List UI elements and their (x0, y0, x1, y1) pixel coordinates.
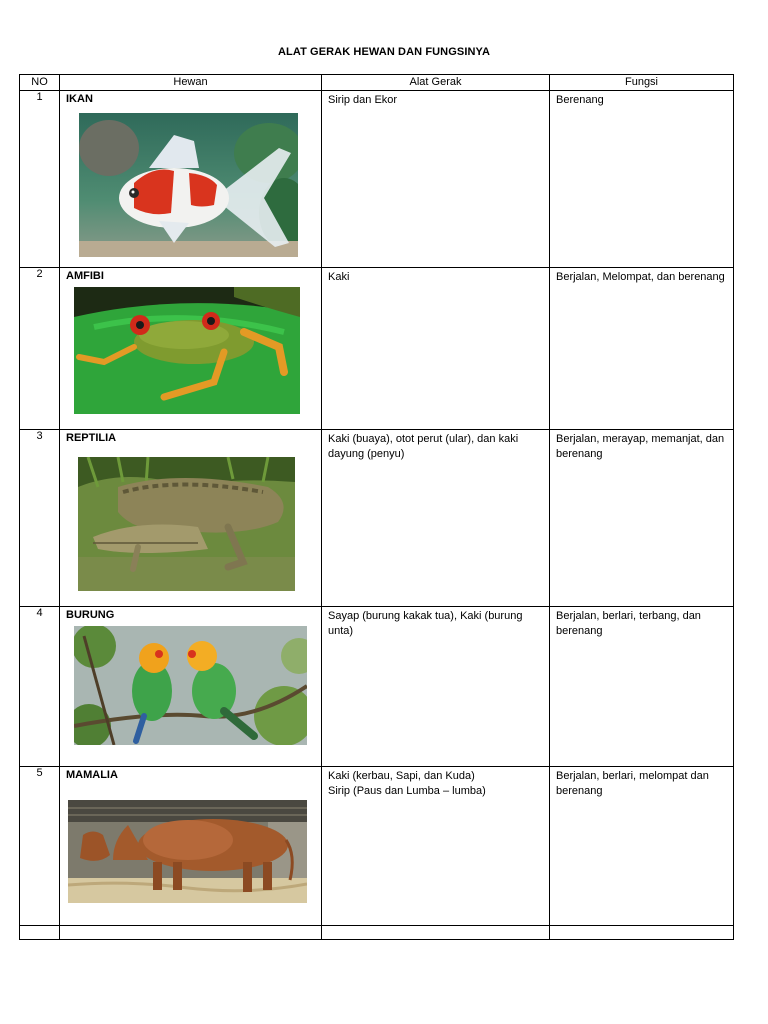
alat-gerak-text: Kaki (buaya), otot perut (ular), dan kaki dayung (penyu) (328, 433, 519, 460)
lovebirds-photo (74, 626, 307, 745)
fungsi-cell (550, 268, 734, 430)
alat-gerak-cell (322, 430, 550, 607)
row-number: 1 (20, 91, 60, 268)
fungsi-text: Berjalan, Melompat, dan berenang (556, 271, 725, 283)
crocodile-photo (78, 457, 295, 591)
alat-gerak-cell (322, 607, 550, 767)
alat-gerak-cell (322, 767, 550, 926)
header-hewan: Hewan (60, 75, 322, 91)
animal-cell (60, 430, 322, 607)
alat-gerak-cell (322, 91, 550, 268)
table-row (20, 268, 734, 430)
table-row (20, 607, 734, 767)
empty-cell (322, 926, 550, 940)
animal-class-label: BURUNG (66, 609, 115, 621)
row-number: 3 (20, 430, 60, 607)
animal-cell (60, 767, 322, 926)
table-row-empty (20, 926, 734, 940)
alat-gerak-text: Sirip dan Ekor (328, 94, 398, 106)
empty-cell (550, 926, 734, 940)
fungsi-cell (550, 607, 734, 767)
fungsi-text: Berjalan, merayap, memanjat, dan berenang (556, 433, 725, 460)
header-alat-gerak: Alat Gerak (322, 75, 550, 91)
animal-class-label: MAMALIA (66, 769, 118, 781)
table-row (20, 767, 734, 926)
header-no: NO (20, 75, 60, 91)
row-number: 2 (20, 268, 60, 430)
tree-frog-photo (74, 287, 300, 414)
table-row (20, 91, 734, 268)
fungsi-text: Berjalan, berlari, terbang, dan berenang (556, 610, 701, 637)
row-number: 5 (20, 767, 60, 926)
empty-cell (20, 926, 60, 940)
alat-gerak-cell (322, 268, 550, 430)
animal-class-label: REPTILIA (66, 432, 117, 444)
alat-gerak-text: Kaki (328, 271, 350, 283)
goldfish-photo (79, 113, 298, 257)
header-fungsi: Fungsi (550, 75, 734, 91)
table-header-row (20, 75, 734, 91)
fungsi-cell (550, 430, 734, 607)
empty-cell (60, 926, 322, 940)
row-number: 4 (20, 607, 60, 767)
document-title: ALAT GERAK HEWAN DAN FUNGSINYA (277, 46, 490, 58)
fungsi-cell (550, 91, 734, 268)
animal-class-label: AMFIBI (66, 270, 104, 282)
fungsi-cell (550, 767, 734, 926)
animal-cell (60, 607, 322, 767)
fungsi-text: Berenang (556, 94, 604, 106)
alat-gerak-text: Kaki (kerbau, Sapi, dan Kuda) Sirip (Paus dan Lumba – lumba) (328, 770, 486, 797)
animal-locomotion-table (19, 74, 734, 940)
alat-gerak-text: Sayap (burung kakak tua), Kaki (burung unta) (328, 610, 523, 637)
bull-photo (68, 800, 307, 903)
table-row (20, 430, 734, 607)
animal-cell (60, 91, 322, 268)
animal-cell (60, 268, 322, 430)
fungsi-text: Berjalan, berlari, melompat dan berenang (556, 770, 709, 797)
animal-class-label: IKAN (66, 93, 93, 105)
